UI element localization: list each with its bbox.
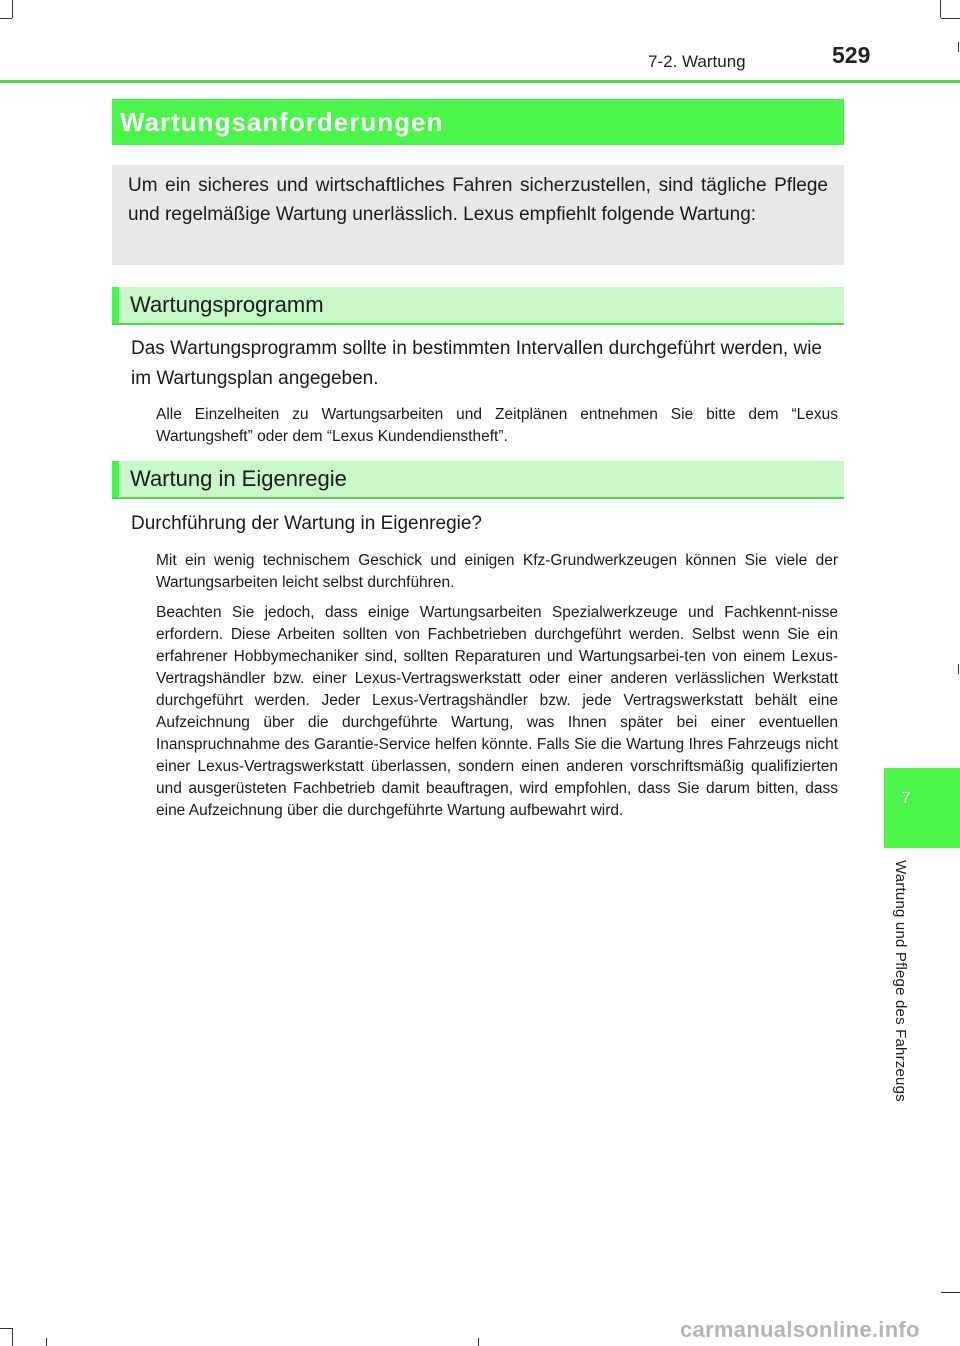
- crop-mark: [0, 18, 12, 19]
- crop-mark: [0, 1328, 12, 1329]
- watermark: carmanualsonline.info: [680, 1317, 920, 1342]
- section-note: Mit ein wenig technischem Geschick und einigen Kfz-Grundwerkzeugen können Sie viele der Wartungsarbeiten leicht selbst durchführen.: [156, 552, 838, 591]
- crop-mark: [46, 1338, 47, 1346]
- section-lead: Durchführung der Wartung in Eigenregie?: [131, 513, 482, 534]
- crop-mark: [941, 1292, 960, 1293]
- crop-mark: [12, 1328, 13, 1346]
- chapter-title: Wartung und Pflege des Fahrzeugs: [892, 860, 909, 1102]
- crop-mark: [958, 664, 959, 674]
- crop-mark: [478, 1338, 479, 1346]
- intro-box: [112, 165, 844, 265]
- crop-mark: [941, 18, 960, 19]
- chapter-number: 7: [901, 790, 911, 807]
- section-heading: Wartungsprogramm: [130, 292, 324, 317]
- section-heading-bar: [112, 287, 844, 325]
- header-rule: [0, 80, 960, 83]
- intro-text: Um ein sicheres und wirtschaftliches Fahren sicherzustellen, sind tägliche Pflege und regelmäßige Wartung unerlässlich. Lexus empfiehlt folgende Wartung:: [128, 175, 828, 225]
- section-heading: Wartung in Eigenregie: [130, 466, 347, 491]
- page-number: 529: [832, 42, 871, 68]
- chapter-tab: [884, 768, 960, 848]
- section-lead: Das Wartungsprogramm sollte in bestimmten Intervallen durchgeführt werden, wie im Wartungsplan angegeben.: [131, 338, 822, 389]
- section-accent: [112, 287, 119, 323]
- crop-mark: [958, 42, 959, 52]
- section-note: Alle Einzelheiten zu Wartungsarbeiten und Zeitplänen entnehmen Sie bitte dem “Lexus Wartungsheft” oder dem “Lexus Kundendienstheft”.: [156, 406, 838, 445]
- running-header-section: 7-2. Wartung: [648, 52, 746, 71]
- crop-mark: [940, 0, 941, 18]
- section-heading-bar: [112, 461, 844, 499]
- section-note: Beachten Sie jedoch, dass einige Wartungsarbeiten Spezialwerkzeuge und Fachkennt-nisse erfordern. Diese Arbeiten sollten von Fachbetrieben durchgeführt werden. Selbst wenn Sie ein erfahrener Hobbymechaniker sind, sollten Reparaturen und Wartungsarbei-ten von einem Lexus-Vertragshändler bzw. einer Lexus-Vertragswerkstatt oder einer anderen verlässlichen Werkstatt durchgeführt werden. Jeder Lexus-Vertragshändler bzw. jede Vertragswerkstatt behält eine Aufzeichnung über die durchgeführte Wartung, was Ihnen später bei einer eventuellen Inanspruchnahme des Garantie-Service helfen könnte. Falls Sie die Wartung Ihres Fahrzeugs nicht einer Lexus-Vertragswerkstatt überlassen, sondern einen anderen vorschriftsmäßig qualifizierten und ausgerüsteten Fachbetrieb damit beauftragen, wird empfohlen, dass Sie darum bitten, dass eine Aufzeichnung über die durchgeführte Wartung aufbewahrt wird.: [156, 604, 838, 819]
- crop-mark: [12, 0, 13, 18]
- section-accent: [112, 461, 119, 497]
- page-title: Wartungsanforderungen: [120, 107, 444, 137]
- main-title-bar: [112, 99, 844, 145]
